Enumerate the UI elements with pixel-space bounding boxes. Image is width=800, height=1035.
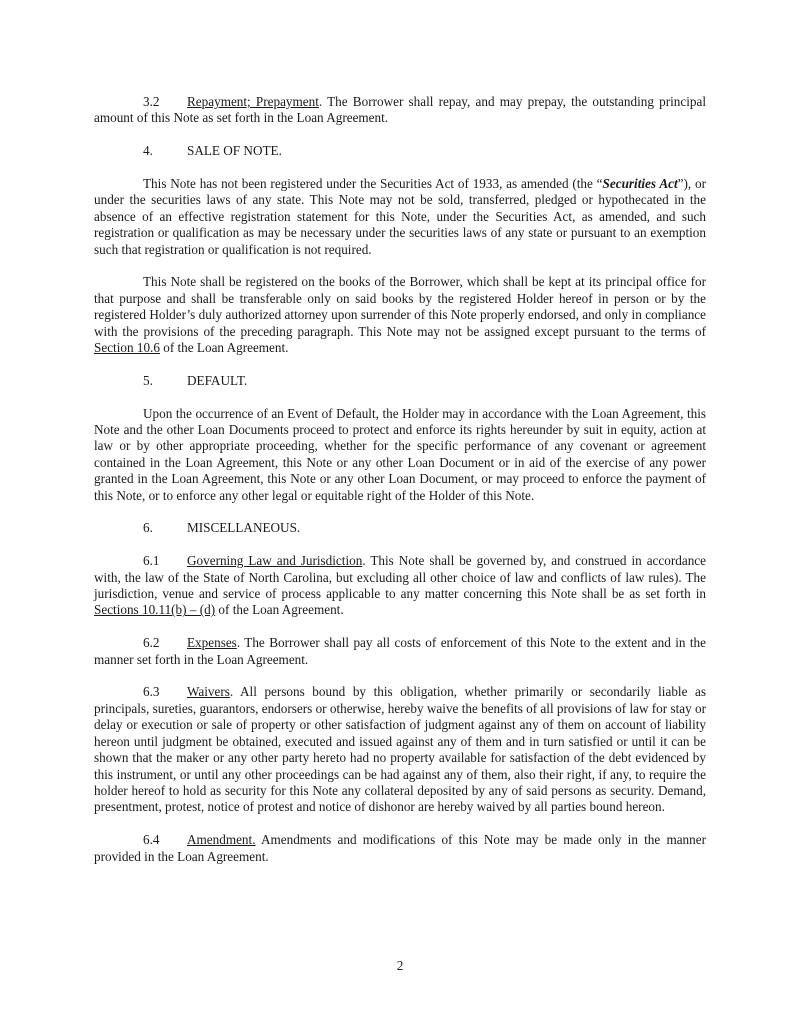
section-title: Expenses — [187, 635, 237, 651]
section-number: 6.4 — [143, 832, 160, 848]
paragraph-text: of the Loan Agreement. — [159, 340, 289, 356]
default-paragraph — [94, 406, 706, 504]
section-6-2-paragraph — [94, 635, 706, 668]
section-reference: Sections 10.11(b) – (d) — [94, 602, 216, 618]
section-6-heading — [94, 520, 706, 536]
paragraph-text: . All persons bound by this obligation, whether primarily or secondarily liable as principals, sureties, guarantors, endorsers or otherwise, hereby waive the benefits of all provisions of law for stay or delay or execution or sale of property or other satisfaction of judgment against any of them on account of liability hereon until judgment be obtained, executed and issued against any of them and in turn satisfied or until it can be shown that the maker or any other party hereto had no property available for satisfaction of the debt evidenced by this instrument, or until any other proceedings can be had against any of them, also their right, if any, to require the holder hereof to hold as security for this Note any collateral deposited by any of said persons as security. Demand, presentment, protest, notice of protest and notice of dishonor are hereby waived by all parties bound hereon. — [94, 684, 706, 815]
section-6-4-paragraph — [94, 832, 706, 865]
section-6-1-paragraph — [94, 553, 706, 619]
section-title: MISCELLANEOUS. — [187, 520, 301, 536]
section-6-3-paragraph — [94, 684, 706, 815]
section-5-heading — [94, 373, 706, 389]
section-number: 5. — [143, 372, 153, 388]
section-title: Repayment; Prepayment — [187, 94, 319, 109]
section-title: Governing Law and Jurisdiction — [187, 553, 363, 569]
page-number: 2 — [396, 958, 404, 973]
section-number: 6.1 — [143, 553, 160, 569]
section-number: 6. — [143, 520, 153, 536]
registration-paragraph — [94, 274, 706, 356]
paragraph-text: Upon the occurrence of an Event of Default, the Holder may in accordance with the Loan Agreement, this Note and the other Loan Documents proceed to protect and enforce its rights hereunder by suit in equity, action at law or by other appropriate proceeding, whether for the specific performance of any covenant or agreement contained in the Loan Agreement, this Note or any other Loan Document or in aid of the exercise of any power granted in the Loan Agreement, this Note or any other Loan Document, or may proceed to enforce the payment of this Note, or to enforce any other legal or equitable right of the Holder of this Note. — [94, 405, 706, 503]
section-title: Waivers — [187, 684, 230, 700]
section-title: Amendment. — [187, 832, 256, 848]
paragraph-text: Amendments and modifications of this Note may be made only in the manner provided in the Loan Agreement. — [94, 832, 706, 864]
section-title: DEFAULT. — [187, 372, 248, 388]
paragraph-text: . The Borrower shall pay all costs of enforcement of this Note to the extent and in the manner set forth in the Loan Agreement. — [94, 635, 706, 667]
section-number: 6.2 — [143, 635, 160, 651]
section-number: 3.2 — [143, 94, 160, 109]
section-title: SALE OF NOTE. — [187, 143, 282, 159]
section-number: 4. — [143, 143, 153, 159]
section-4-heading — [94, 143, 706, 159]
paragraph-text: This Note shall be registered on the books of the Borrower, which shall be kept at its principal office for that purpose and shall be transferable only on said books by the registered Holder hereof in person or by the registered Holder’s duly authorized attorney upon surrender of this Note properly endorsed, and only in compliance with the provisions of the preceding paragraph. This Note may not be assigned except pursuant to the terms of — [94, 274, 706, 339]
document-body — [94, 94, 706, 881]
paragraph-text: This Note has not been registered under the Securities Act of 1933, as amended (the “ — [143, 176, 603, 191]
paragraph-text: . This Note shall be governed by, and construed in accordance with, the law of the State of North Carolina, but excluding all other choice of law and conflicts of law rules). The jurisdiction, venue and service of process applicable to any matter concerning this Note shall be as set forth in — [94, 553, 706, 602]
section-text: . The Borrower shall repay, and may prepay, the outstanding principal amount of this Note as set forth in the Loan Agreement. — [94, 94, 706, 126]
section-number: 6.3 — [143, 684, 160, 700]
paragraph-text: ”), or under the securities laws of any state. This Note may not be sold, transferred, pledged or hypothecated in the absence of an effective registration statement for this Note, under the Securities Act, as amended, and such registration or qualification as may be necessary under the securities laws of any state or pursuant to an exemption such that registration or qualification is not required. — [94, 176, 707, 257]
securities-act-paragraph — [94, 176, 706, 258]
section-3-2-paragraph — [94, 94, 706, 127]
paragraph-text: of the Loan Agreement. — [215, 602, 344, 618]
defined-term: Securities Act — [602, 176, 678, 191]
section-reference: Section 10.6 — [94, 340, 160, 356]
